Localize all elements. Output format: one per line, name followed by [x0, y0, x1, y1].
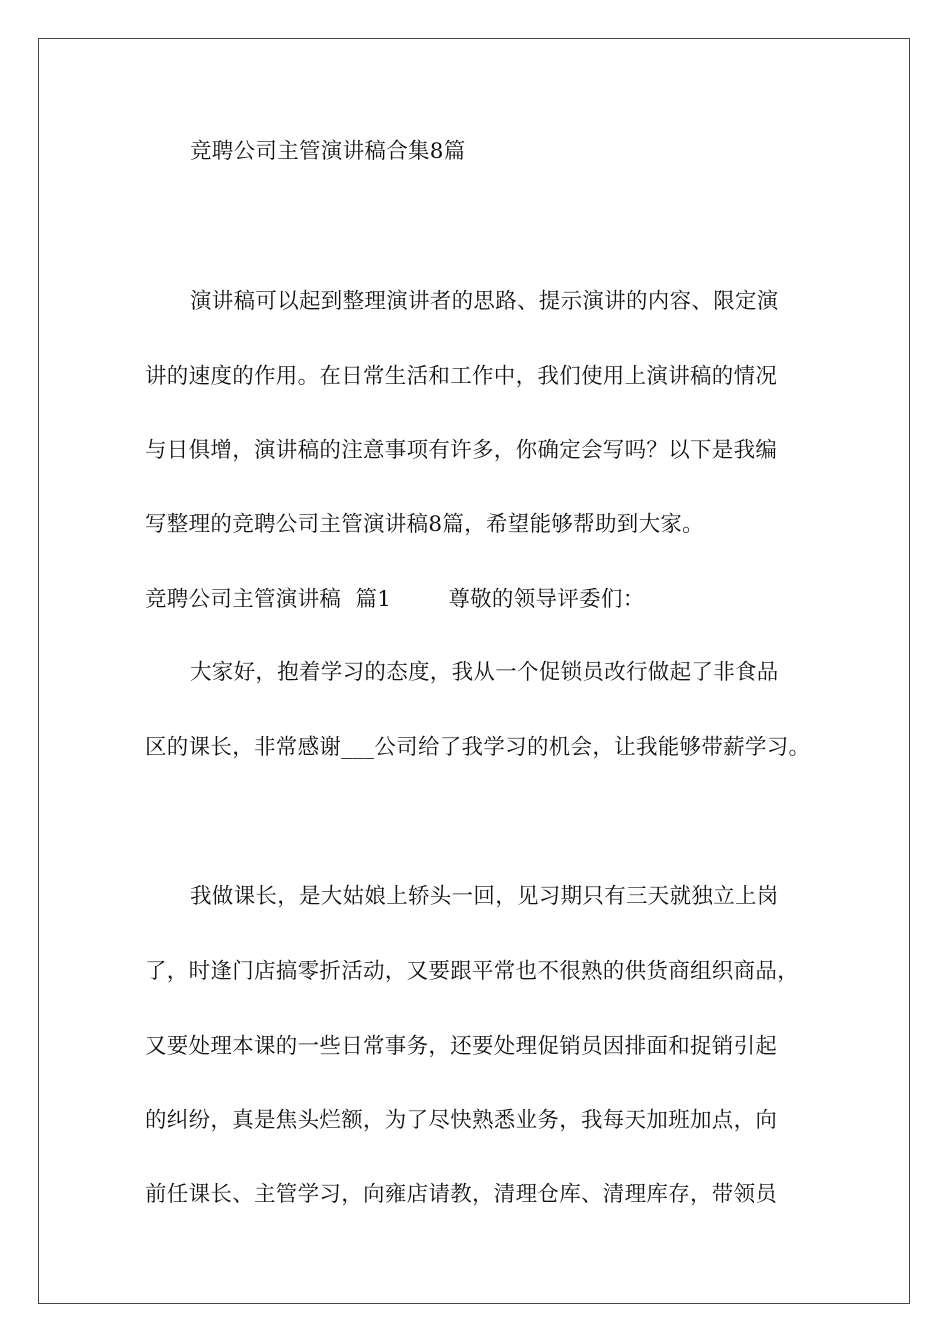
paragraph-line: 区的课长，非常感谢___公司给了我学习的机会，让我能够带薪学习。 — [145, 735, 811, 760]
paragraph-line: 了，时逢门店搞零折活动，又要跟平常也不很熟的供货商组织商品， — [145, 959, 800, 984]
intro-line: 与日俱增，演讲稿的注意事项有许多，你确定会写吗？以下是我编 — [145, 438, 778, 463]
paragraph-line: 前任课长、主管学习，向雍店请教，清理仓库、清理库存，带领员 — [145, 1182, 778, 1207]
intro-line: 演讲稿可以起到整理演讲者的思路、提示演讲的内容、限定演 — [190, 289, 779, 314]
intro-line: 讲的速度的作用。在日常生活和工作中，我们使用上演讲稿的情况 — [145, 364, 778, 389]
intro-line: 写整理的竞聘公司主管演讲稿8篇，希望能够帮助到大家。 — [145, 512, 704, 537]
document-title: 竞聘公司主管演讲稿合集8篇 — [190, 139, 466, 164]
paragraph-line: 又要处理本课的一些日常事务，还要处理促销员因排面和捉销引起 — [145, 1034, 778, 1059]
paragraph-line: 大家好，抱着学习的态度，我从一个促锁员改行做起了非食品 — [190, 660, 779, 685]
section-heading: 竞聘公司主管演讲稿 篇1 尊敬的领导评委们： — [145, 587, 645, 612]
paragraph-line: 我做课长，是大姑娘上轿头一回，见习期只有三天就独立上岗 — [190, 884, 779, 909]
paragraph-line: 的纠纷，真是焦头烂额，为了尽快熟悉业务，我每天加班加点，向 — [145, 1108, 778, 1133]
